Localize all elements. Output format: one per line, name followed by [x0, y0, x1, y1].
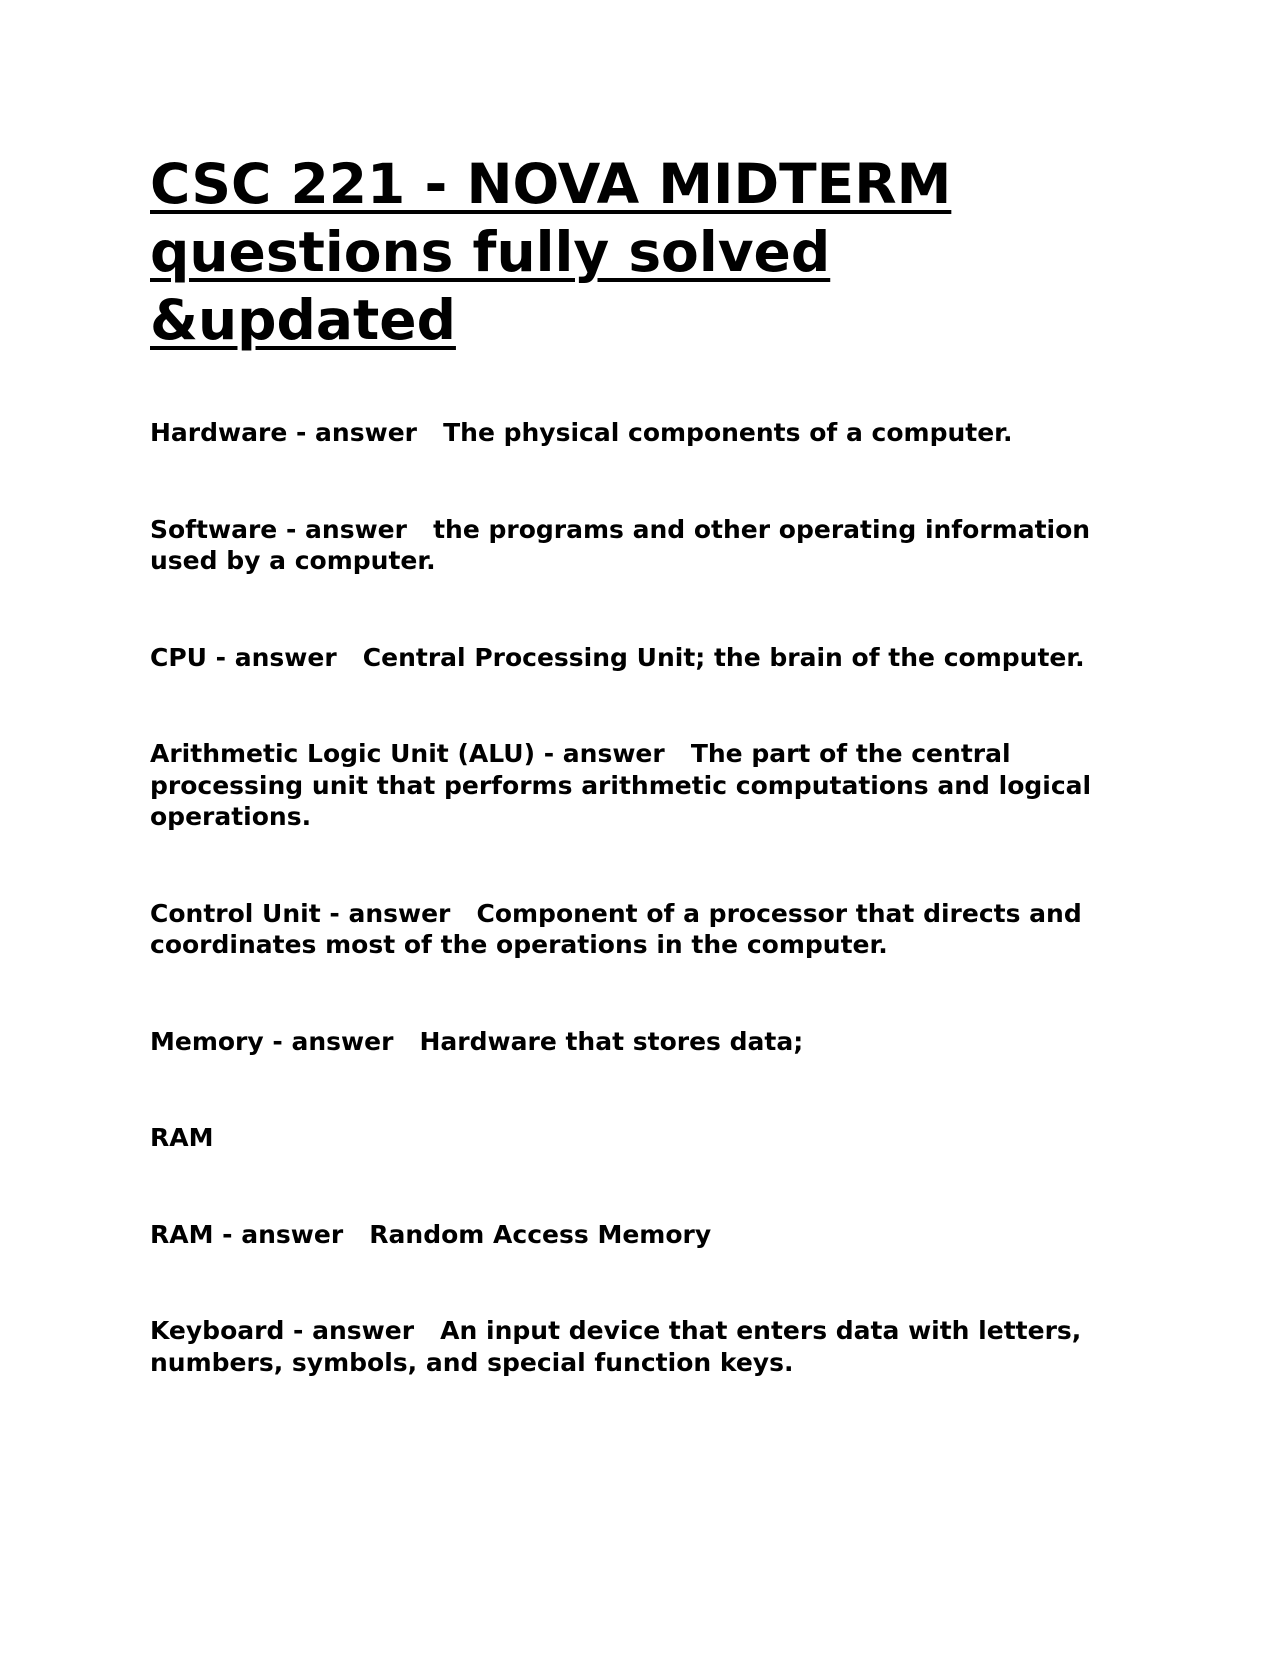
qa-entries	[150, 417, 1150, 1378]
qa-entry-memory: Memory - answer Hardware that stores data;	[150, 1026, 804, 1056]
qa-entry-hardware: Hardware - answer The physical components of a computer.	[150, 418, 1013, 447]
page-content	[150, 150, 1150, 1443]
qa-entry-control-unit: Control Unit - answer Component of a processor that directs and coordinates most of the operations in the computer.	[150, 898, 1091, 959]
qa-entry-software: Software - answer the programs and other operating information used by a computer.	[150, 514, 1099, 575]
qa-entry-alu: Arithmetic Logic Unit (ALU) - answer The part of the central processing unit that performs arithmetic computations and logical operations.	[150, 739, 1100, 831]
qa-entry-cpu: CPU - answer Central Processing Unit; the brain of the computer.	[150, 642, 1085, 672]
qa-entry-keyboard: Keyboard - answer An input device that enters data with letters, numbers, symbols, and special function keys.	[150, 1316, 1090, 1377]
document-title: CSC 221 - NOVA MIDTERM questions fully solved &updated	[150, 152, 952, 352]
qa-entry-ram: RAM - answer Random Access Memory	[150, 1219, 712, 1249]
qa-entry-ram-label: RAM	[150, 1123, 214, 1152]
